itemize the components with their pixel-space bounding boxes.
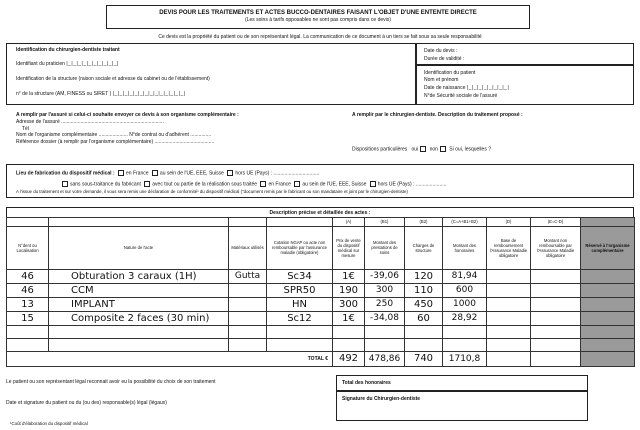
total-c: 1710,8 — [443, 351, 487, 366]
eu-checkbox[interactable] — [152, 170, 158, 176]
subcontract-checkbox[interactable] — [144, 181, 150, 187]
total-d — [487, 351, 531, 366]
e-cell — [531, 297, 581, 311]
table-row — [7, 325, 635, 338]
d-cell — [487, 269, 531, 283]
header-b1: Montant des prestations de soins — [365, 226, 405, 269]
patient-signature-label: Date et signature du patient ou du (ou des) responsable(s) légal (légaux) — [6, 400, 167, 406]
header-d: Base de remboursement l'Assurance Maladie obligatoire — [487, 226, 531, 269]
fabrication-row-2: sans sous-traitance du fabricant avec tout ou partie de la réalisation sous traitée en France au sein de l'UE, EEE, Suisse hors UE (Pays) : ...................... — [60, 181, 446, 187]
nature-cell: Composite 2 faces (30 min) — [49, 311, 229, 325]
material-cell — [229, 283, 267, 297]
table-row — [7, 297, 635, 311]
b2-cell: 110 — [405, 283, 443, 297]
header-b2: Charges de structure — [405, 226, 443, 269]
total-b2: 740 — [405, 351, 443, 366]
e-cell — [531, 269, 581, 283]
practitioner-id-label: Identifiant du praticien |_|_|_|_|_|_|_|_|_|_| — [16, 61, 119, 67]
total-b1: 478,86 — [365, 351, 405, 366]
choice-statement: Le patient ou son représentant légal reconnait avoir eu la possibilité du choix de son traitement — [6, 379, 216, 385]
letter-cell: (C=A+B1+B2) — [443, 218, 487, 227]
letter-cell — [581, 218, 635, 227]
insured-address-label: Adresse de l'assuré .......................................................................... — [16, 119, 164, 125]
a-cell: 1€ — [333, 311, 365, 325]
table-row — [7, 283, 635, 297]
header-tooth: N°dent ou Localisation — [7, 226, 49, 269]
reserved-cell — [581, 297, 635, 311]
patient-heading: Identification du patient — [424, 70, 476, 76]
b2-cell: 60 — [405, 311, 443, 325]
tooth-cell: 46 — [7, 269, 49, 283]
e-cell — [531, 311, 581, 325]
non-checkbox[interactable] — [440, 146, 446, 152]
a-cell: 300 — [333, 297, 365, 311]
header-e: Montant non remboursable par l'Assurance Maladie obligatoire — [531, 226, 581, 269]
patient-ss-label: N°de Sécurité sociale de l'assuré — [424, 93, 498, 99]
b2-cell: 450 — [405, 297, 443, 311]
table-row — [7, 311, 635, 325]
letter-cell: (A) — [333, 218, 365, 227]
dentist-signature-label: Signature du Chirurgien-dentiste — [342, 396, 421, 402]
c-cell: 600 — [443, 283, 487, 297]
sub-eu-checkbox[interactable] — [294, 181, 300, 187]
structure-label: Identification de la structure (raison sociale et adresse du cabinet ou de l'établissement) — [16, 76, 210, 82]
oui-checkbox[interactable] — [420, 146, 426, 152]
structure-number-label: n° de la structure (AM, FINESS ou SIRET ) |_|_|_|_|_|_|_|_|_|_|_|_|_|_| — [16, 91, 186, 97]
cotation-cell: Sc34 — [267, 269, 333, 283]
nature-cell: CCM — [49, 283, 229, 297]
letter-cell — [49, 218, 229, 227]
document-title: DEVIS POUR LES TRAITEMENTS ET ACTES BUCCO-DENTAIRES FAISANT L'OBJET D'UNE ENTENTE DIRECTE — [159, 10, 477, 16]
insured-ref-label: Référence dossier (à remplir par l'organisme complémentaire) ........................................... — [16, 139, 215, 145]
sub-france-checkbox[interactable] — [260, 181, 266, 187]
b1-cell: 250 — [365, 297, 405, 311]
nature-cell: IMPLANT — [49, 297, 229, 311]
patient-birth-label: Date de naissance |_|_|_|_|_|_|_|_| — [424, 85, 510, 91]
header-cotation: Cotation NGAP ou acte non remboursable par l'assurance maladie (obligatoire) — [267, 226, 333, 269]
tooth-cell: 13 — [7, 297, 49, 311]
acts-table — [6, 217, 635, 367]
total-reserved — [581, 351, 635, 366]
cotation-cell: HN — [267, 297, 333, 311]
header-nature: Nature de l'acte — [49, 226, 229, 269]
insured-org-label: Nom de l'organisme complémentaire ..................... N°de contrat ou d'adhérent ............... — [16, 132, 212, 138]
a-cell: 1€ — [333, 269, 365, 283]
reserved-cell — [581, 311, 635, 325]
a-cell: 190 — [333, 283, 365, 297]
no-subcontract-checkbox[interactable] — [62, 181, 68, 187]
outside-checkbox[interactable] — [227, 170, 233, 176]
material-cell — [229, 297, 267, 311]
total-label: TOTAL € — [7, 351, 333, 366]
nature-cell: Obturation 3 caraux (1H) — [49, 269, 229, 283]
special-provisions: Dispositions particulières oui non Si oui, lesquelles ? — [352, 146, 491, 153]
letter-cell: (B1) — [365, 218, 405, 227]
e-cell — [531, 283, 581, 297]
letter-cell — [267, 218, 333, 227]
header-c: Montant des honoraires — [443, 226, 487, 269]
letter-cell: (D) — [487, 218, 531, 227]
letter-cell — [7, 218, 49, 227]
table-row — [7, 269, 635, 283]
header-a: Prix de vente du dispositif médical sur mesure — [333, 226, 365, 269]
sub-outside-checkbox[interactable] — [370, 181, 376, 187]
total-a: 492 — [333, 351, 365, 366]
france-checkbox[interactable] — [118, 170, 124, 176]
letter-cell: (B2) — [405, 218, 443, 227]
d-cell — [487, 311, 531, 325]
ownership-notice: Ce devis est la propriété du patient ou de son représentant légal. La communication de ce document à un tiers se fait sous sa seule responsabilité — [158, 34, 482, 40]
treatment-heading: A remplir par le chirurgien-dentiste. Description du traitement proposé : — [352, 112, 523, 118]
total-e — [531, 351, 581, 366]
c-cell: 1000 — [443, 297, 487, 311]
patient-name-label: Nom et prénom — [424, 77, 459, 83]
insured-tel-label: Tél — [22, 126, 29, 132]
conformity-note: A l'issue du traitement et sur votre demande, il vous sera remis une déclaration de conformité¹ du dispositif médical ("document remis par le fabricant ou son mandataire et joint par le chirurgien-dentiste) — [16, 189, 408, 194]
document-subtitle: (Les soins à tarifs opposables ne sont pas compris dans ce devis) — [245, 17, 391, 23]
letter-cell — [229, 218, 267, 227]
fabrication-row-1: Lieu de fabrication du dispositif médical : en France au sein de l'UE, EEE, Suisse hors UE (Pays) : ................................. — [16, 170, 320, 177]
tooth-cell: 15 — [7, 311, 49, 325]
total-row — [7, 351, 635, 366]
d-cell — [487, 283, 531, 297]
table-title: Description précise et détaillée des actes : — [269, 210, 371, 216]
cotation-cell: SPR50 — [267, 283, 333, 297]
header-material: Matériaux utilisés — [229, 226, 267, 269]
b2-cell: 120 — [405, 269, 443, 283]
material-cell: Gutta — [229, 269, 267, 283]
fee-total-label: Total des honoraires — [342, 380, 391, 386]
b1-cell: 300 — [365, 283, 405, 297]
header-reserved: Réservé à l'organisme complémentaire — [581, 226, 635, 269]
b1-cell: -34,08 — [365, 311, 405, 325]
d-cell — [487, 297, 531, 311]
material-cell — [229, 311, 267, 325]
insured-heading: A remplir par l'assuré si celui-ci souhaite envoyer ce devis à son organisme complémentaire : — [16, 112, 239, 118]
reserved-cell — [581, 269, 635, 283]
letter-cell: (E=C-D) — [531, 218, 581, 227]
reserved-cell — [581, 283, 635, 297]
cotation-cell: Sc12 — [267, 311, 333, 325]
quote-validity-label: Durée de validité : — [424, 56, 465, 62]
tooth-cell: 46 — [7, 283, 49, 297]
practitioner-heading: Identification du chirurgien-dentiste traitant — [16, 47, 120, 53]
c-cell: 81,94 — [443, 269, 487, 283]
table-row — [7, 338, 635, 351]
b1-cell: -39,06 — [365, 269, 405, 283]
c-cell: 28,92 — [443, 311, 487, 325]
quote-date-label: Date du devis : — [424, 48, 458, 54]
footnote: ¹Coût d'élaboration du dispositif médical — [10, 421, 88, 426]
